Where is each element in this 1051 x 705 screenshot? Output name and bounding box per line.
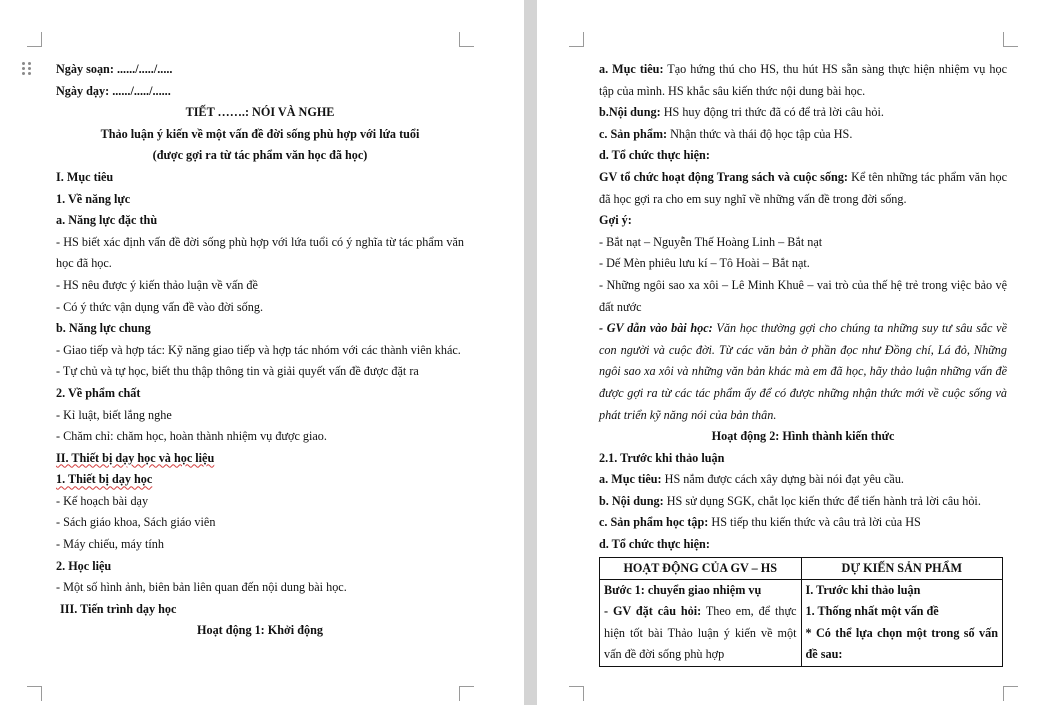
text-line-content: a. Năng lực đặc thù <box>56 213 158 228</box>
text-line-content: 1. Thiết bị dạy học <box>56 472 153 487</box>
text-line-content: III. Tiến trình dạy học <box>60 601 177 616</box>
text-line-content: b. Năng lực chung <box>56 321 151 336</box>
product-line: * Có thể lựa chọn một trong số vấn đề sau: <box>805 625 998 662</box>
text-line-content: I. Mục tiêu <box>56 169 114 184</box>
text-line <box>56 361 464 383</box>
text-line-content: Văn học thường gợi cho chúng ta những suy tư sâu sắc về con người và cuộc đời. Từ các văn bản ở phần đọc như Đồng chí, Lá đỏ, Những ngôi sao xa xôi và những văn bản khác mà em đã học, hãy thảo luận những vấn đề được gợi ra từ các tác phẩm ấy để có được những nhận thức mới về cuộc sống và phát triển kỹ năng nói của bản thân. <box>599 321 1007 422</box>
text-line-content: 2. Về phẩm chất <box>56 385 141 400</box>
crop-mark <box>1003 32 1018 47</box>
text-line-content: - Tự chủ và tự học, biết thu thập thông tin và giải quyết vấn đề được đặt ra <box>56 364 419 379</box>
crop-mark <box>27 32 42 47</box>
crop-mark <box>569 32 584 47</box>
crop-mark <box>27 686 42 701</box>
text-line <box>56 556 464 578</box>
text-line-content: Ngày soạn: ....../...../..... <box>56 62 173 76</box>
text-line <box>599 491 1007 513</box>
step-title: Bước 1: chuyển giao nhiệm vụ <box>604 583 762 598</box>
text-line <box>56 81 464 103</box>
text-line <box>599 167 1007 210</box>
text-line <box>56 102 464 124</box>
text-line <box>56 491 464 513</box>
text-line-content: - HS nêu được ý kiến thảo luận về vấn đề <box>56 277 258 292</box>
text-line <box>56 340 464 362</box>
text-line <box>599 210 1007 232</box>
crop-mark <box>1003 686 1018 701</box>
text-line <box>56 318 464 340</box>
text-line-content: - Bắt nạt – Nguyễn Thế Hoàng Linh – Bắt nạt <box>599 234 823 249</box>
text-line-content: Thảo luận ý kiến về một vấn đề đời sống phù hợp với lứa tuổi <box>100 126 420 141</box>
text-line-content: - Chăm chỉ: chăm học, hoàn thành nhiệm vụ được giao. <box>56 429 327 444</box>
product-line: 1. Thống nhất một vấn đề <box>805 604 939 619</box>
text-line <box>56 426 464 448</box>
document-page-right <box>537 0 1051 705</box>
drag-handle-icon[interactable] <box>22 62 32 76</box>
text-line <box>56 469 464 491</box>
text-line-label: c. Sản phẩm học tập: <box>599 515 709 530</box>
text-line-label: 2.1. Trước khi thảo luận <box>599 450 725 465</box>
crop-mark <box>569 686 584 701</box>
text-line <box>56 512 464 534</box>
document-page-left <box>0 0 524 705</box>
text-line <box>56 167 464 189</box>
text-line <box>599 232 1007 254</box>
text-line <box>56 232 464 275</box>
text-line-content: 2. Học liệu <box>56 558 112 573</box>
table-header-activity: HOẠT ĐỘNG CỦA GV – HS <box>600 557 802 579</box>
text-line <box>56 124 464 146</box>
text-line-content: - HS biết xác định vấn đề đời sống phù hợp với lứa tuổi có ý nghĩa từ tác phẩm văn học đã học. <box>56 234 464 271</box>
activity-table <box>599 557 1003 667</box>
product-line: I. Trước khi thảo luận <box>805 583 921 598</box>
text-line <box>56 145 464 167</box>
text-line <box>599 124 1007 146</box>
table-cell-product <box>801 580 1003 667</box>
text-line <box>599 534 1007 556</box>
text-line-content: - Một số hình ảnh, biên bản liên quan đến nội dung bài học. <box>56 580 347 595</box>
text-line-content: (được gợi ra từ tác phẩm văn học đã học) <box>152 148 368 163</box>
text-line-content: Kể tên những tác phẩm văn học đã học gợi ra cho em suy nghĩ về những vấn đề trong đời sống. <box>599 169 1007 206</box>
text-line-label: Hoạt động 2: Hình thành kiến thức <box>711 429 895 444</box>
text-line <box>599 253 1007 275</box>
text-line <box>56 189 464 211</box>
text-line <box>56 383 464 405</box>
text-line-label: Gợi ý: <box>599 213 632 228</box>
text-line-content: TIẾT …….: NÓI VÀ NGHE <box>185 105 335 120</box>
text-line-label: a. Mục tiêu: <box>599 472 662 487</box>
text-line-content: Tạo hứng thú cho HS, thu hút HS sẵn sàng thực hiện nhiệm vụ học tập của mình. HS khắc sâu kiến thức nội dung bài học. <box>599 62 1007 98</box>
text-line <box>599 145 1007 167</box>
text-line <box>56 275 464 297</box>
text-line <box>599 512 1007 534</box>
text-line <box>56 210 464 232</box>
text-line-label: - GV dẫn vào bài học: <box>599 321 713 336</box>
text-line-content: HS huy động tri thức đã có để trả lời câu hỏi. <box>660 105 884 120</box>
text-line-label: d. Tổ chức thực hiện: <box>599 537 710 552</box>
text-line <box>599 275 1007 318</box>
text-line <box>599 469 1007 491</box>
text-line-label: a. Mục tiêu: <box>599 62 664 76</box>
crop-mark <box>459 686 474 701</box>
text-line <box>56 534 464 556</box>
text-line-label: b.Nội dung: <box>599 105 661 120</box>
text-line-label: GV tổ chức hoạt động Trang sách và cuộc sống: <box>599 169 848 184</box>
text-line-content: - Kỉ luật, biết lắng nghe <box>56 407 172 422</box>
text-line <box>599 426 1007 448</box>
text-line-content: Nhận thức và thái độ học tập của HS. <box>667 126 853 141</box>
crop-mark <box>459 32 474 47</box>
right-page-text <box>599 59 1007 667</box>
table-header-product: DỰ KIẾN SẢN PHẨM <box>801 557 1003 579</box>
text-line <box>599 102 1007 124</box>
text-line <box>599 59 1007 102</box>
page-gap <box>524 0 537 705</box>
text-line <box>56 59 464 81</box>
text-line <box>56 297 464 319</box>
text-line <box>56 448 464 470</box>
question-text: Theo em, để thực hiện tốt bài Thảo luận ý kiến về một vấn đề đời sống phù hợp <box>604 604 797 662</box>
text-line <box>56 620 464 642</box>
text-line-content: - Sách giáo khoa, Sách giáo viên <box>56 515 216 530</box>
text-line-content: Ngày dạy: ....../...../...... <box>56 83 171 98</box>
text-line <box>599 448 1007 470</box>
text-line-content: - Những ngôi sao xa xôi – Lê Minh Khuê – vai trò của thế hệ trẻ trong việc bảo vệ đất nước <box>599 277 1007 314</box>
table-cell-activity <box>600 580 802 667</box>
text-line <box>599 318 1007 426</box>
text-line-label: b. Nội dung: <box>599 493 664 508</box>
text-line <box>56 577 464 599</box>
text-line <box>56 405 464 427</box>
left-page-text <box>56 59 464 642</box>
text-line-content: - Máy chiếu, máy tính <box>56 537 164 552</box>
text-line-content: - Dế Mèn phiêu lưu kí – Tô Hoài – Bắt nạt. <box>599 256 810 271</box>
text-line-content: - Có ý thức vận dụng vấn đề vào đời sống. <box>56 299 264 314</box>
text-line-label: c. Sản phẩm: <box>599 126 668 141</box>
question-label: - GV đặt câu hỏi: <box>604 604 702 619</box>
text-line-content: - Giao tiếp và hợp tác: Kỹ năng giao tiếp và hợp tác nhóm với các thành viên khác. <box>56 342 461 357</box>
text-line-content: HS nắm được cách xây dựng bài nói đạt yêu cầu. <box>661 472 904 487</box>
text-line-content: - Kế hoạch bài dạy <box>56 493 149 508</box>
text-line-label: d. Tổ chức thực hiện: <box>599 148 710 163</box>
text-line-content: 1. Về năng lực <box>56 191 131 206</box>
text-line <box>56 599 464 621</box>
text-line-content: II. Thiết bị dạy học và học liệu <box>56 450 215 465</box>
text-line-content: Hoạt động 1: Khởi động <box>197 623 323 638</box>
text-line-content: HS sử dụng SGK, chắt lọc kiến thức để tiến hành trả lời câu hỏi. <box>663 493 981 508</box>
text-line-content: HS tiếp thu kiến thức và câu trả lời của HS <box>708 515 921 530</box>
